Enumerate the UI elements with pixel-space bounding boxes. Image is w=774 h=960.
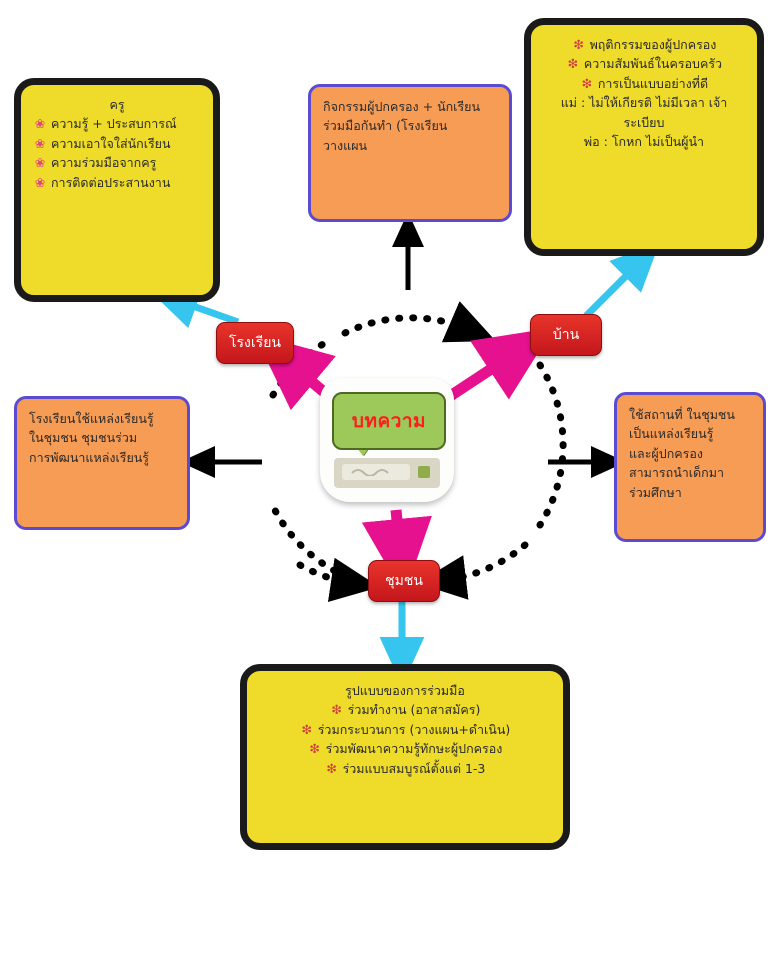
box-community-resource-line-3: สามารถนำเด็กมา: [629, 465, 724, 481]
box-community-resource-line-2: และผู้ปกครอง: [629, 445, 703, 461]
box-teacher[interactable]: [14, 78, 220, 302]
box-teacher-item-2: [33, 153, 201, 172]
box-community-resource-line-0: ใช้สถานที่ ในชุมชน: [629, 407, 735, 422]
hub-home[interactable]: [530, 314, 602, 356]
box-forms-item-3-text: ร่วมแบบสมบูรณ์ตั้งแต่ 1-3: [342, 760, 486, 776]
leaf-icon: ❇: [301, 721, 312, 737]
box-family-item-0: [543, 35, 745, 54]
box-school-resource-line-0: โรงเรียนใช้แหล่งเรียนรู้: [29, 411, 154, 426]
box-parent-line-2: วางแผน: [323, 137, 368, 153]
center-node[interactable]: [320, 378, 454, 506]
center-label: บทความ: [351, 410, 427, 432]
box-family-item-1-text: ความสัมพันธ์ในครอบครัว: [583, 56, 723, 72]
box-school-resource[interactable]: [14, 396, 190, 530]
box-teacher-item-3: [33, 173, 201, 192]
box-community-resource-line-1: เป็นแหล่งเรียนรู้: [629, 426, 714, 442]
flower-icon: ❀: [34, 116, 46, 132]
box-teacher-item-0: [33, 114, 201, 133]
hub-school[interactable]: [216, 322, 294, 364]
hub-home-label: บ้าน: [552, 327, 580, 343]
center-accent-square: [418, 466, 430, 478]
box-community-resource[interactable]: [614, 392, 766, 542]
box-family-note-1: พ่อ : โกหก ไม่เป็นผู้นำ: [583, 133, 705, 149]
box-family-item-0-text: พฤติกรรมของผู้ปกครอง: [589, 37, 717, 52]
flower-icon: ❀: [34, 155, 46, 171]
box-family-item-2: [543, 74, 745, 93]
box-parent-line-0: กิจกรรมผู้ปกครอง + นักเรียน: [323, 99, 481, 114]
box-forms-item-2: [259, 739, 551, 758]
leaf-icon: ❇: [331, 702, 342, 718]
box-forms-item-1: [259, 720, 551, 739]
flower-icon: ❀: [34, 174, 46, 190]
squiggle-icon: [350, 468, 402, 476]
hub-community[interactable]: [368, 560, 440, 602]
leaf-icon: ❇: [567, 56, 579, 72]
box-parent-activity[interactable]: [308, 84, 512, 222]
box-family-item-2-text: การเป็นแบบอย่างที่ดี: [597, 75, 709, 91]
box-forms-item-2-text: ร่วมพัฒนาความรู้ทักษะผู้ปกครอง: [325, 741, 503, 757]
box-teacher-title: ครู: [109, 97, 125, 112]
box-teacher-item-3-text: การติดต่อประสานงาน: [50, 174, 171, 190]
leaf-icon: ❇: [326, 760, 337, 776]
box-family-note-0: แม่ : ไม่ให้เกียรติ ไม่มีเวลา เจ้าระเบียบ: [560, 95, 728, 130]
box-forms-title: รูปแบบของการร่วมมือ: [345, 683, 465, 698]
hub-school-label: โรงเรียน: [229, 335, 281, 351]
box-family[interactable]: [524, 18, 764, 256]
box-forms-item-0-text: ร่วมทำงาน (อาสาสมัคร): [347, 702, 481, 718]
box-teacher-item-1: [33, 134, 201, 153]
leaf-icon: ❇: [309, 741, 320, 757]
box-forms-item-3: [259, 759, 551, 778]
box-community-resource-line-4: ร่วมศึกษา: [629, 484, 682, 500]
box-school-resource-line-2: การพัฒนาแหล่งเรียนรู้: [29, 449, 150, 465]
center-label-box: [332, 392, 446, 450]
box-forms-item-1-text: ร่วมกระบวนการ (วางแผน+ดำเนิน): [317, 721, 511, 737]
flower-icon: ❀: [34, 135, 46, 151]
hub-community-label: ชุมชน: [385, 573, 423, 589]
box-family-item-1: [543, 54, 745, 73]
box-forms-item-0: [259, 700, 551, 719]
box-teacher-item-1-text: ความเอาใจใส่นักเรียน: [50, 135, 171, 151]
box-cooperation-forms[interactable]: [240, 664, 570, 850]
box-teacher-item-0-text: ความรู้ + ประสบการณ์: [50, 116, 177, 132]
box-school-resource-line-1: ในชุมชน ชุมชนร่วม: [29, 430, 138, 446]
box-parent-line-1: ร่วมมือกันทำ (โรงเรียน: [323, 118, 448, 134]
leaf-icon: ❇: [581, 75, 593, 91]
leaf-icon: ❇: [573, 37, 584, 52]
box-teacher-item-2-text: ความร่วมมือจากครู: [50, 155, 157, 171]
